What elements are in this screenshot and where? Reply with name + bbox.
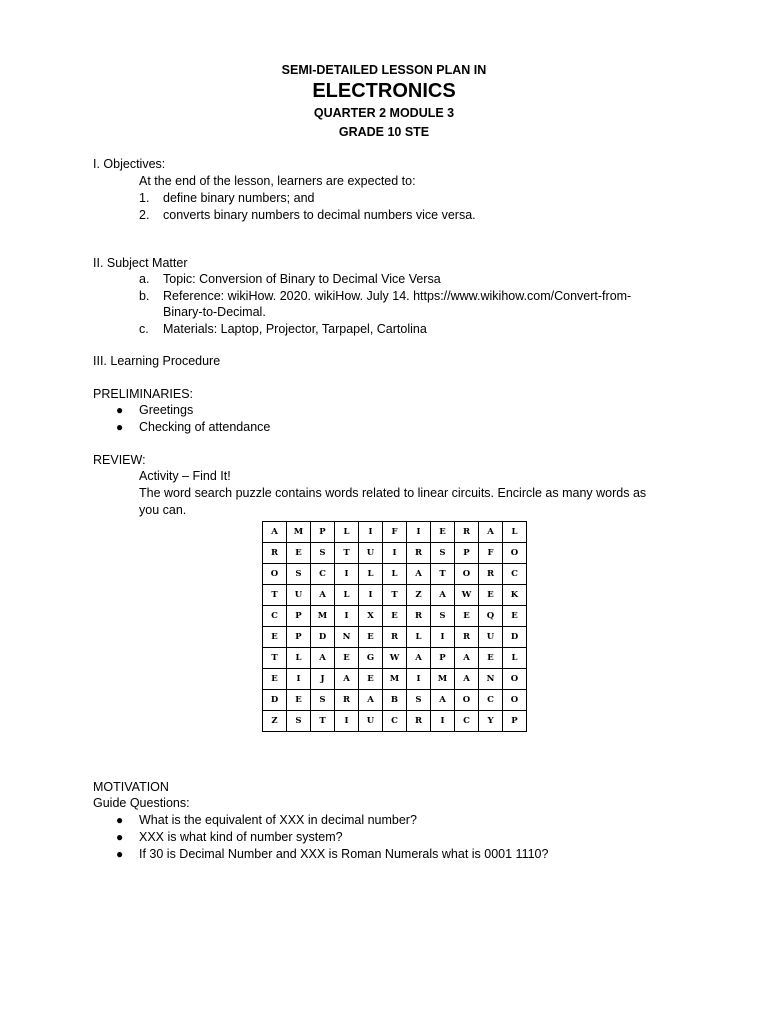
word-search-cell: I [383, 543, 407, 564]
word-search-cell: E [335, 648, 359, 669]
word-search-cell: E [263, 627, 287, 648]
guide-question: If 30 is Decimal Number and XXX is Roman Numerals what is 0001 1110? [139, 847, 549, 861]
word-search-cell: A [311, 585, 335, 606]
word-search-cell: I [335, 711, 359, 732]
word-search-cell: I [359, 585, 383, 606]
word-search-cell: L [335, 522, 359, 543]
word-search-cell: I [407, 522, 431, 543]
word-search-cell: U [287, 585, 311, 606]
word-search-cell: R [407, 711, 431, 732]
word-search-cell: C [383, 711, 407, 732]
word-search-cell: A [407, 564, 431, 585]
word-search-cell: X [359, 606, 383, 627]
bullet-icon: ● [116, 813, 124, 827]
objective-item: define binary numbers; and [163, 191, 315, 205]
word-search-cell: R [479, 564, 503, 585]
word-search-cell: I [335, 564, 359, 585]
word-search-cell: L [359, 564, 383, 585]
word-search-cell: P [431, 648, 455, 669]
word-search-cell: B [383, 690, 407, 711]
review-instruction: The word search puzzle contains words related to linear circuits. Encircle as many words as [139, 486, 647, 500]
word-search-cell: C [503, 564, 527, 585]
word-search-cell: T [431, 564, 455, 585]
review-heading: REVIEW: [93, 453, 146, 467]
word-search-cell: C [311, 564, 335, 585]
word-search-cell: G [359, 648, 383, 669]
word-search-row [263, 627, 527, 648]
review-instruction-cont: you can. [139, 503, 187, 517]
word-search-grid [262, 521, 527, 732]
word-search-cell: W [455, 585, 479, 606]
subject-item-letter: b. [139, 289, 150, 303]
word-search-cell: I [431, 627, 455, 648]
subject-item-materials: Materials: Laptop, Projector, Tarpapel, Cartolina [163, 322, 427, 336]
word-search-cell: R [455, 522, 479, 543]
word-search-cell: A [455, 669, 479, 690]
guide-question: XXX is what kind of number system? [139, 830, 343, 844]
word-search-cell: A [263, 522, 287, 543]
word-search-cell: S [311, 543, 335, 564]
word-search-cell: O [263, 564, 287, 585]
subject-item-letter: a. [139, 272, 150, 286]
word-search-cell: E [287, 690, 311, 711]
word-search-cell: P [287, 627, 311, 648]
word-search-cell: E [503, 606, 527, 627]
bullet-icon: ● [116, 847, 124, 861]
bullet-icon: ● [116, 403, 124, 417]
word-search-row [263, 711, 527, 732]
word-search-cell: Y [479, 711, 503, 732]
word-search-row [263, 690, 527, 711]
header-line1: SEMI-DETAILED LESSON PLAN IN [281, 63, 487, 77]
subject-matter-heading: II. Subject Matter [93, 256, 188, 270]
objective-number: 2. [139, 208, 150, 222]
word-search-cell: E [263, 669, 287, 690]
subject-item-reference: Reference: wikiHow. 2020. wikiHow. July 14. https://www.wikihow.com/Convert-from- [163, 289, 632, 303]
word-search-cell: E [479, 648, 503, 669]
word-search-cell: P [287, 606, 311, 627]
word-search-cell: F [383, 522, 407, 543]
word-search-cell: T [383, 585, 407, 606]
preliminary-item: Checking of attendance [139, 420, 271, 434]
word-search-cell: R [335, 690, 359, 711]
word-search-cell: M [383, 669, 407, 690]
word-search-cell: A [431, 585, 455, 606]
learning-procedure-heading: III. Learning Procedure [93, 354, 221, 368]
word-search-cell: O [455, 690, 479, 711]
word-search-cell: A [455, 648, 479, 669]
header-grade: GRADE 10 STE [338, 125, 430, 139]
word-search-cell: M [287, 522, 311, 543]
word-search-cell: I [407, 669, 431, 690]
word-search-cell: U [359, 543, 383, 564]
word-search-cell: R [263, 543, 287, 564]
word-search-row [263, 564, 527, 585]
subject-item-topic: Topic: Conversion of Binary to Decimal Vice Versa [163, 272, 441, 286]
word-search-cell: D [263, 690, 287, 711]
word-search-cell: A [431, 690, 455, 711]
word-search-cell: E [479, 585, 503, 606]
word-search-cell: R [407, 543, 431, 564]
header-quarter: QUARTER 2 MODULE 3 [313, 106, 455, 120]
word-search-cell: O [503, 543, 527, 564]
word-search-cell: C [263, 606, 287, 627]
word-search-cell: K [503, 585, 527, 606]
word-search-cell: R [407, 606, 431, 627]
word-search-cell: A [407, 648, 431, 669]
word-search-cell: F [479, 543, 503, 564]
guide-questions-heading: Guide Questions: [93, 796, 190, 810]
word-search-cell: S [287, 711, 311, 732]
preliminaries-heading: PRELIMINARIES: [93, 387, 194, 401]
objective-item: converts binary numbers to decimal numbers vice versa. [163, 208, 476, 222]
objectives-intro: At the end of the lesson, learners are expected to: [139, 174, 416, 188]
bullet-icon: ● [116, 830, 124, 844]
word-search-cell: L [383, 564, 407, 585]
word-search-cell: A [311, 648, 335, 669]
word-search-cell: S [431, 543, 455, 564]
word-search-cell: N [335, 627, 359, 648]
word-search-cell: E [383, 606, 407, 627]
word-search-cell: S [431, 606, 455, 627]
word-search-cell: N [479, 669, 503, 690]
word-search-cell: Z [263, 711, 287, 732]
objectives-heading: I. Objectives: [93, 157, 166, 171]
word-search-cell: O [503, 690, 527, 711]
word-search-cell: P [311, 522, 335, 543]
word-search-cell: T [263, 648, 287, 669]
motivation-heading: MOTIVATION [93, 780, 169, 794]
word-search-cell: I [431, 711, 455, 732]
word-search-cell: L [503, 522, 527, 543]
word-search-cell: S [407, 690, 431, 711]
word-search-cell: T [263, 585, 287, 606]
word-search-cell: L [335, 585, 359, 606]
word-search-cell: U [479, 627, 503, 648]
word-search-cell: R [383, 627, 407, 648]
word-search-cell: L [287, 648, 311, 669]
word-search-row [263, 585, 527, 606]
word-search-cell: A [479, 522, 503, 543]
word-search-cell: L [503, 648, 527, 669]
word-search-cell: T [311, 711, 335, 732]
word-search-cell: E [287, 543, 311, 564]
word-search-cell: J [311, 669, 335, 690]
subject-item-reference-cont: Binary-to-Decimal. [163, 305, 266, 319]
word-search-cell: M [311, 606, 335, 627]
word-search-cell: W [383, 648, 407, 669]
word-search-cell: C [479, 690, 503, 711]
word-search-cell: E [455, 606, 479, 627]
word-search-cell: O [503, 669, 527, 690]
bullet-icon: ● [116, 420, 124, 434]
word-search-cell: S [287, 564, 311, 585]
guide-question: What is the equivalent of XXX in decimal number? [139, 813, 417, 827]
word-search-row [263, 543, 527, 564]
word-search-row [263, 606, 527, 627]
word-search-cell: Q [479, 606, 503, 627]
word-search-cell: T [335, 543, 359, 564]
review-activity: Activity – Find It! [139, 469, 231, 483]
word-search-cell: E [359, 669, 383, 690]
word-search-cell: M [431, 669, 455, 690]
word-search-cell: P [503, 711, 527, 732]
preliminary-item: Greetings [139, 403, 194, 417]
word-search-cell: O [455, 564, 479, 585]
word-search-cell: S [311, 690, 335, 711]
word-search-cell: E [431, 522, 455, 543]
word-search-row [263, 522, 527, 543]
word-search-cell: D [503, 627, 527, 648]
word-search-row [263, 648, 527, 669]
objective-number: 1. [139, 191, 150, 205]
word-search-cell: I [335, 606, 359, 627]
word-search-cell: Z [407, 585, 431, 606]
word-search-cell: R [455, 627, 479, 648]
word-search-cell: I [287, 669, 311, 690]
subject-item-letter: c. [139, 322, 149, 336]
word-search-cell: A [335, 669, 359, 690]
word-search-cell: E [359, 627, 383, 648]
word-search-cell: C [455, 711, 479, 732]
word-search-cell: L [407, 627, 431, 648]
word-search-cell: A [359, 690, 383, 711]
word-search-cell: U [359, 711, 383, 732]
header-title: ELECTRONICS [312, 80, 456, 102]
word-search-row [263, 669, 527, 690]
word-search-cell: P [455, 543, 479, 564]
word-search-cell: I [359, 522, 383, 543]
word-search-cell: D [311, 627, 335, 648]
